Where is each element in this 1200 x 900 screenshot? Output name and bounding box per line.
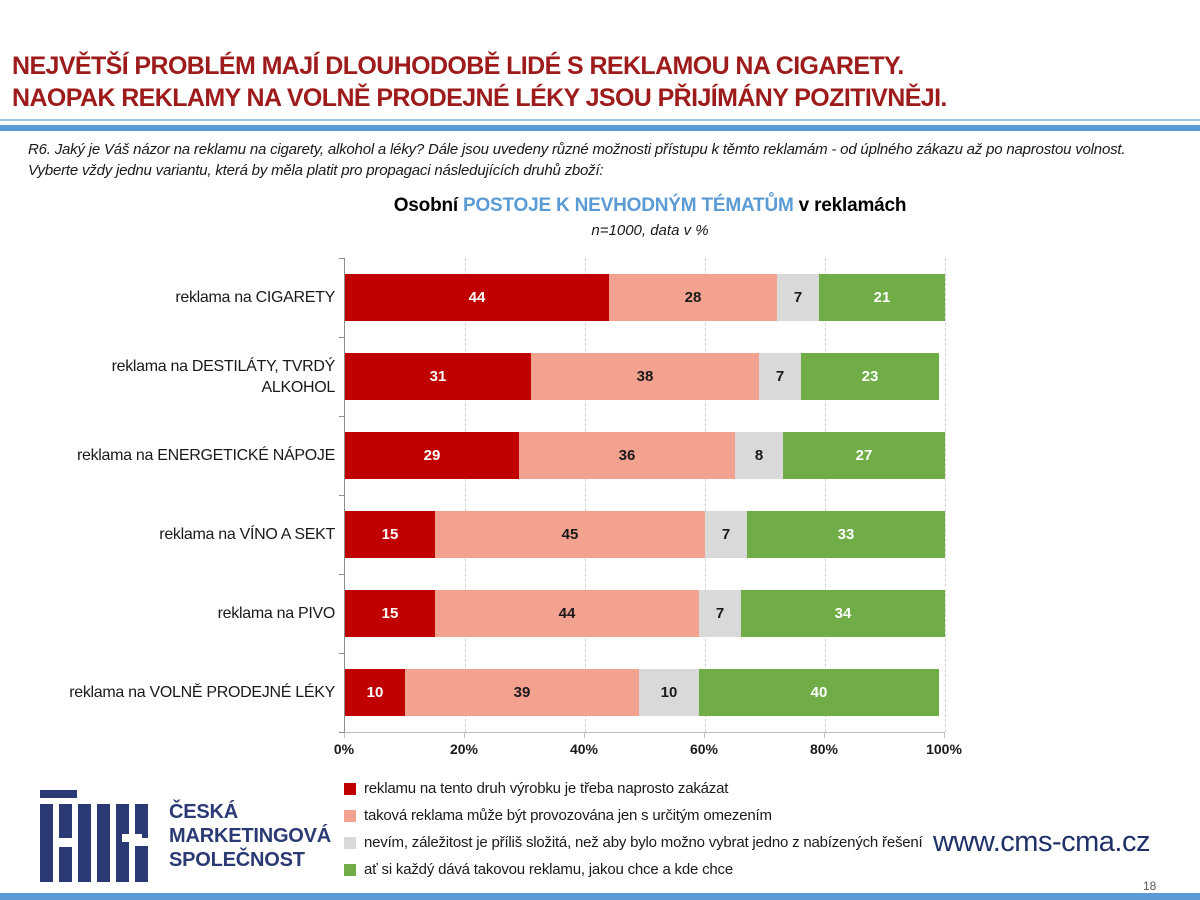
cms-logo-text — [169, 800, 331, 872]
x-axis-tick-label: 80% — [809, 741, 839, 757]
bar-row — [345, 669, 939, 716]
gridline — [465, 258, 466, 732]
legend-item — [344, 802, 923, 829]
cms-logo — [36, 788, 331, 884]
category-label: reklama na VÍNO A SEKT — [159, 526, 335, 543]
x-axis-tick-label: 40% — [569, 741, 599, 757]
bar-segment: 29 — [345, 432, 519, 479]
legend-item — [344, 775, 923, 802]
x-axis-tick-label: 60% — [689, 741, 719, 757]
x-axis-tick-mark — [344, 733, 345, 738]
slide-heading — [12, 50, 1192, 114]
legend-label: nevím, záležitost je příliš složitá, než aby bylo možno vybrat jedno z nabízených řešení — [364, 834, 923, 851]
bar-segment: 21 — [819, 274, 945, 321]
legend-label: ať si každý dává takovou reklamu, jakou chce a kde chce — [364, 861, 733, 878]
legend-swatch — [344, 783, 356, 795]
bar-segment: 39 — [405, 669, 639, 716]
x-axis-tick-mark — [464, 733, 465, 738]
x-axis-tick-label: 0% — [333, 741, 355, 757]
y-axis-tick-mark — [339, 337, 344, 338]
chart-title-suffix: v reklamách — [798, 195, 907, 216]
bar-row — [345, 511, 945, 558]
gridline — [705, 258, 706, 732]
chart-title-highlight: POSTOJE K NEVHODNÝM TÉMATŮM — [462, 195, 794, 216]
x-axis-tick-label: 100% — [926, 741, 962, 757]
y-axis-tick-mark — [339, 574, 344, 575]
bar-segment: 28 — [609, 274, 777, 321]
gridline — [825, 258, 826, 732]
bar-segment: 31 — [345, 353, 531, 400]
survey-question-line1: R6. Jaký je Váš názor na reklamu na cigarety, alkohol a léky? Dále jsou uvedeny různé možnosti přístupu k těmto reklamám - od úplného zákazu až po naprostou volnost. — [28, 141, 1126, 158]
chart-title-prefix: Osobní — [393, 195, 458, 216]
cms-logo-text-line1: ČESKÁ — [169, 801, 239, 823]
bar-segment: 33 — [747, 511, 945, 558]
legend-label: taková reklama může být provozována jen s určitým omezením — [364, 807, 772, 824]
chart-title — [250, 195, 1050, 217]
category-label: reklama na PIVO — [217, 605, 335, 622]
cms-logo-text-line2: MARKETINGOVÁ — [169, 825, 332, 847]
bar-segment: 8 — [735, 432, 783, 479]
slide-heading-line1: NEJVĚTŠÍ PROBLÉM MAJÍ DLOUHODOBĚ LIDÉ S REKLAMOU NA CIGARETY. — [12, 52, 904, 80]
bar-segment: 27 — [783, 432, 945, 479]
legend-label: reklamu na tento druh výrobku je třeba naprosto zakázat — [364, 780, 729, 797]
bar-segment: 40 — [699, 669, 939, 716]
bar-row — [345, 274, 945, 321]
bar-segment: 7 — [705, 511, 747, 558]
survey-question — [28, 139, 1183, 181]
bar-segment: 15 — [345, 511, 435, 558]
bar-segment: 10 — [345, 669, 405, 716]
separator-line-thin — [0, 119, 1200, 121]
cms-logo-text-line3: SPOLEČNOST — [169, 849, 305, 871]
legend-swatch — [344, 864, 356, 876]
bar-segment: 44 — [435, 590, 699, 637]
legend-item — [344, 829, 923, 856]
x-axis-tick-mark — [584, 733, 585, 738]
bar-segment: 7 — [759, 353, 801, 400]
bar-row — [345, 353, 939, 400]
bar-segment: 7 — [699, 590, 741, 637]
bottom-accent-bar — [0, 893, 1200, 900]
chart-legend — [344, 775, 923, 883]
bar-segment: 7 — [777, 274, 819, 321]
y-axis-tick-mark — [339, 258, 344, 259]
bar-segment: 34 — [741, 590, 945, 637]
x-axis-tick-mark — [944, 733, 945, 738]
separator-line-thick — [0, 125, 1200, 131]
gridline — [585, 258, 586, 732]
y-axis-tick-mark — [339, 653, 344, 654]
bar-segment: 10 — [639, 669, 699, 716]
category-label: reklama na VOLNĚ PRODEJNÉ LÉKY — [69, 684, 335, 701]
bar-segment: 38 — [531, 353, 759, 400]
y-axis-tick-mark — [339, 495, 344, 496]
bar-row — [345, 432, 945, 479]
y-axis-tick-mark — [339, 732, 344, 733]
x-axis-tick-label: 20% — [449, 741, 479, 757]
x-axis-tick-mark — [824, 733, 825, 738]
category-label: reklama na CIGARETY — [175, 289, 335, 306]
survey-question-line2: Vyberte vždy jednu variantu, která by měla platit pro propagaci následujících druhů zboží: — [28, 162, 604, 179]
bar-segment: 36 — [519, 432, 735, 479]
legend-swatch — [344, 837, 356, 849]
chart-subtitle: n=1000, data v % — [591, 222, 709, 239]
y-axis-tick-mark — [339, 416, 344, 417]
category-label: reklama na ENERGETICKÉ NÁPOJE — [76, 447, 335, 464]
bar-segment: 15 — [345, 590, 435, 637]
slide-heading-line2: NAOPAK REKLAMY NA VOLNĚ PRODEJNÉ LÉKY JSOU PŘIJÍMÁNY POZITIVNĚJI. — [12, 84, 947, 112]
legend-swatch — [344, 810, 356, 822]
bar-segment: 44 — [345, 274, 609, 321]
bar-segment: 23 — [801, 353, 939, 400]
legend-item — [344, 856, 923, 883]
page-number: 18 — [1143, 879, 1157, 893]
x-axis-tick-mark — [704, 733, 705, 738]
bar-row — [345, 590, 945, 637]
gridline — [945, 258, 946, 732]
category-label: reklama na DESTILÁTY, TVRDÝ ALKOHOL — [111, 357, 335, 396]
plot-area — [344, 258, 945, 733]
cms-logo-mark — [36, 788, 154, 884]
website-url: www.cms-cma.cz — [933, 826, 1150, 858]
bar-segment: 45 — [435, 511, 705, 558]
